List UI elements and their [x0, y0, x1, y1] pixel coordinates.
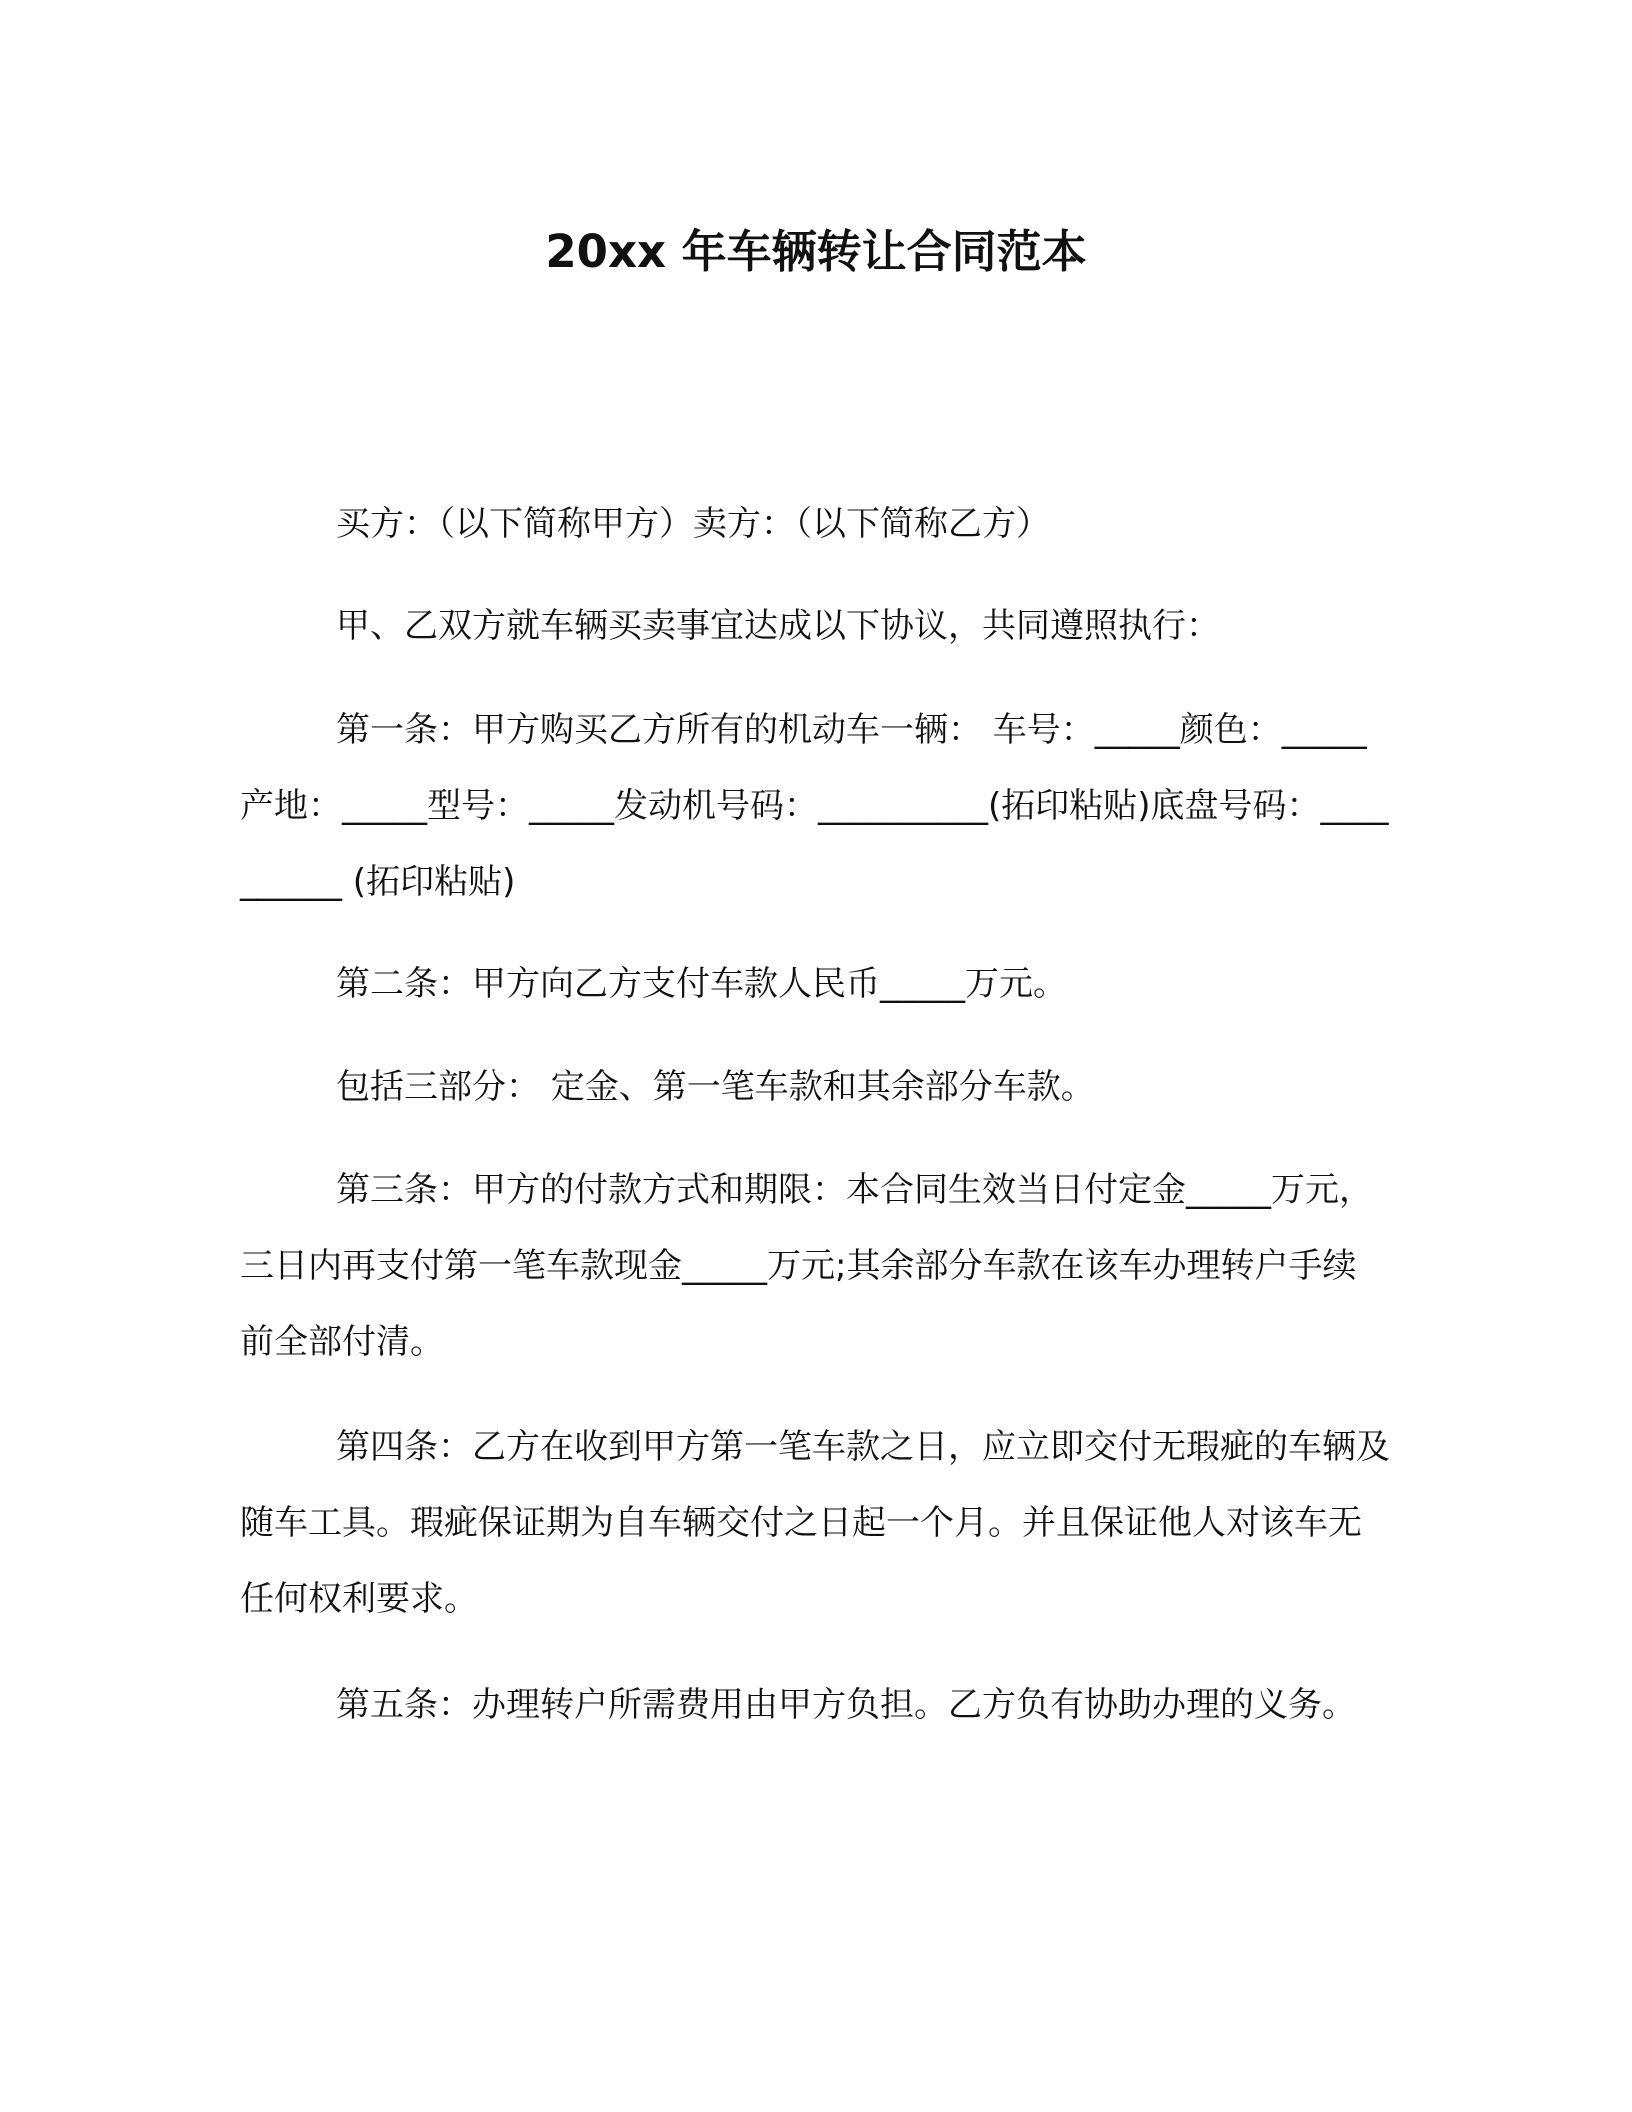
paragraph-parties: 买方：（以下简称甲方）卖方：（以下简称乙方） — [336, 504, 1050, 544]
paragraph-article-2: 第二条：甲方向乙方支付车款人民币_____万元。 — [336, 964, 1067, 1004]
paragraph-article-1: 第一条：甲方购买乙方所有的机动车一辆： 车号：_____颜色：_____产地：_____型号：_____发动机号码：__________(拓印粘贴)底盘号码：__________ (拓印粘贴) — [240, 710, 1389, 902]
paragraph-payment-parts: 包括三部分： 定金、第一笔车款和其余部分车款。 — [336, 1067, 1095, 1107]
paragraph-article-5: 第五条：办理转户所需费用由甲方负担。乙方负有协助办理的义务。 — [336, 1685, 1356, 1725]
paragraph-article-3: 第三条：甲方的付款方式和期限：本合同生效当日付定金_____万元，三日内再支付第一笔车款现金_____万元;其余部分车款在该车办理转户手续前全部付清。 — [240, 1170, 1373, 1362]
document-title: 20xx 年车辆转让合同范本 — [545, 225, 1087, 278]
paragraph-article-4: 第四条：乙方在收到甲方第一笔车款之日，应立即交付无瑕疵的车辆及随车工具。瑕疵保证期为自车辆交付之日起一个月。并且保证他人对该车无任何权利要求。 — [240, 1427, 1390, 1619]
paragraph-agreement-intro: 甲、乙双方就车辆买卖事宜达成以下协议，共同遵照执行： — [336, 606, 1220, 646]
